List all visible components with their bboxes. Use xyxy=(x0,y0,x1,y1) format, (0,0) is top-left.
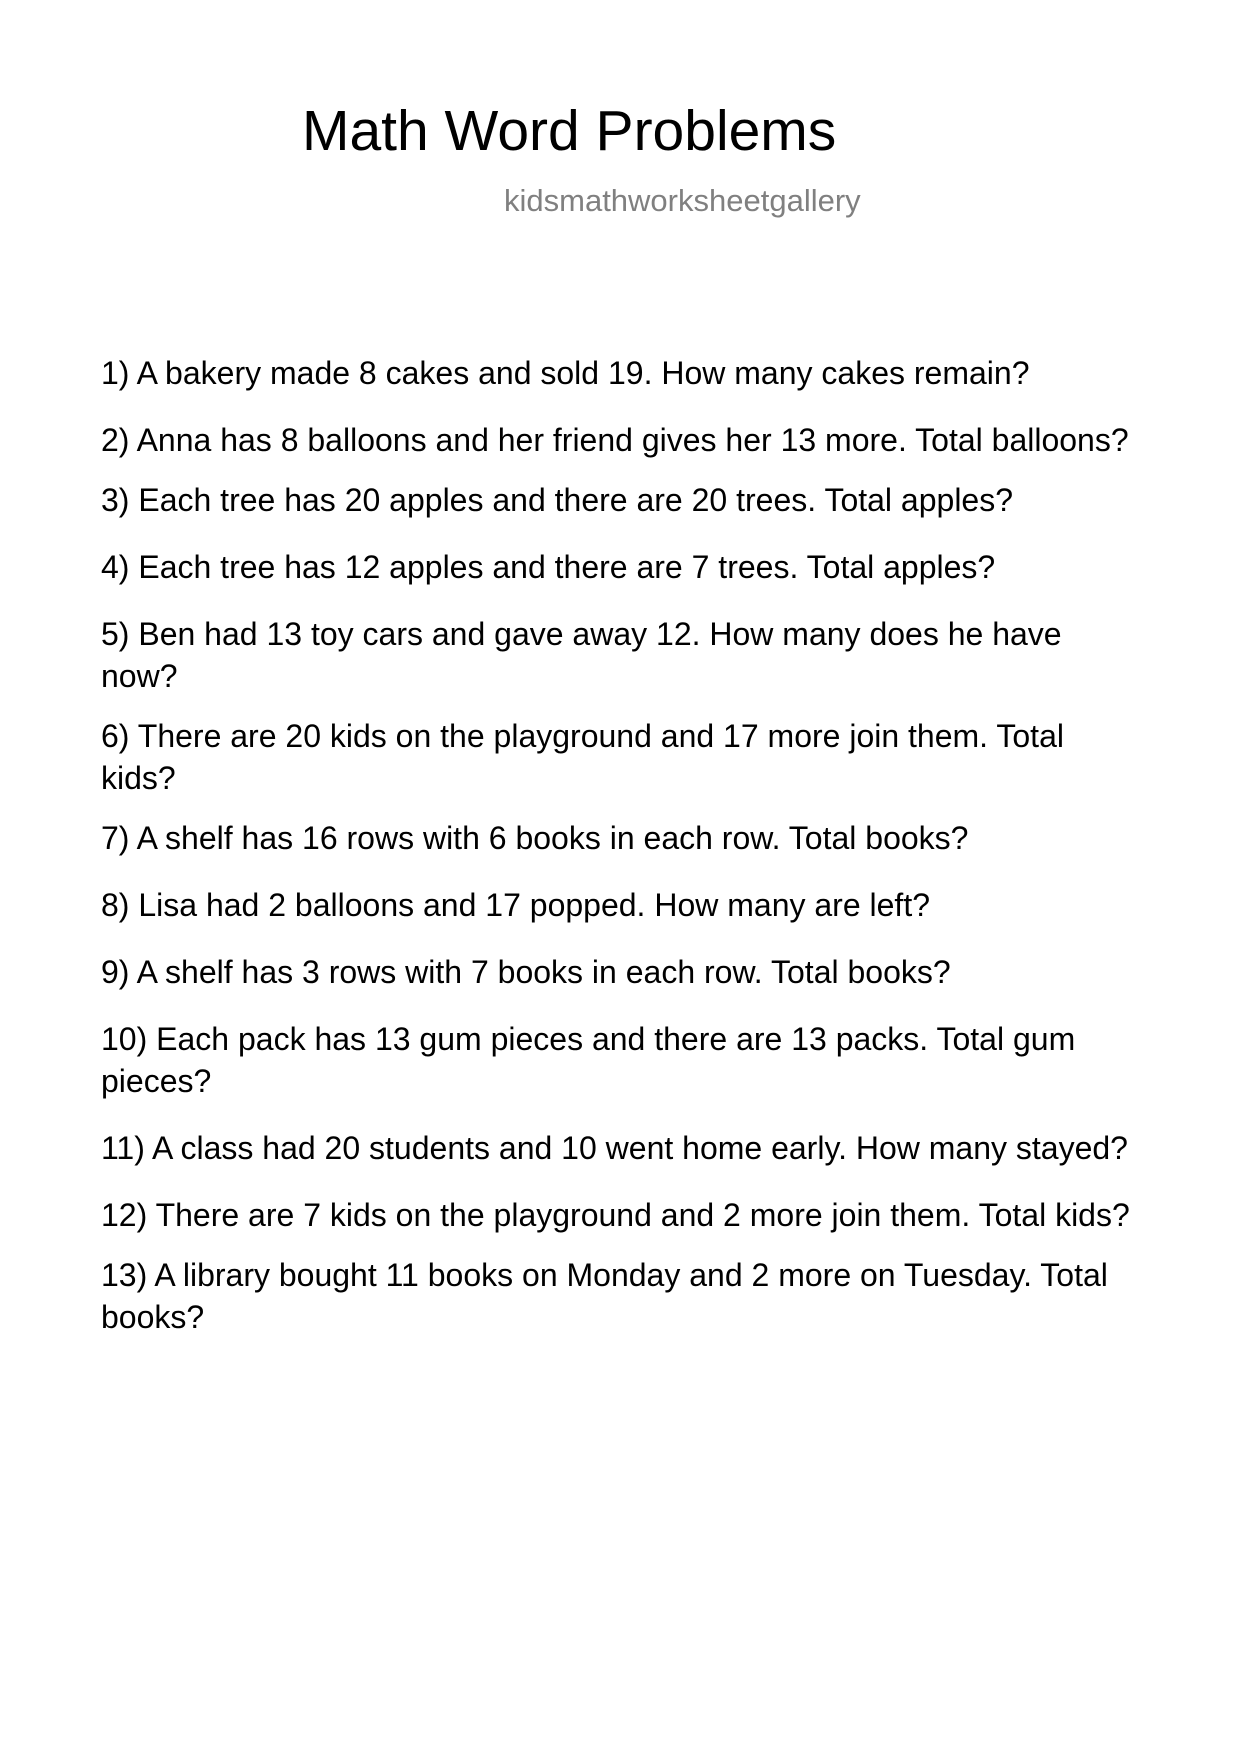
problem-item: 4) Each tree has 12 apples and there are 7 trees. Total apples? xyxy=(101,549,996,585)
problem-item: 11) A class had 20 students and 10 went home early. How many stayed? xyxy=(101,1130,1128,1166)
problem-item: 7) A shelf has 16 rows with 6 books in each row. Total books? xyxy=(101,820,969,856)
problem-item: 1) A bakery made 8 cakes and sold 19. How many cakes remain? xyxy=(101,355,1030,391)
problem-item: 6) There are 20 kids on the playground and 17 more join them. Total kids? xyxy=(101,718,1064,796)
problem-item: 9) A shelf has 3 rows with 7 books in each row. Total books? xyxy=(101,954,951,990)
problem-item: 3) Each tree has 20 apples and there are 20 trees. Total apples? xyxy=(101,482,1014,518)
problem-item: 12) There are 7 kids on the playground and 2 more join them. Total kids? xyxy=(101,1197,1130,1233)
problem-item: 8) Lisa had 2 balloons and 17 popped. How many are left? xyxy=(101,887,930,923)
problem-list xyxy=(101,352,1146,1363)
problem-item: 5) Ben had 13 toy cars and gave away 12. How many does he have now? xyxy=(101,616,1062,694)
page-title: Math Word Problems xyxy=(302,99,837,163)
problem-item: 13) A library bought 11 books on Monday and 2 more on Tuesday. Total books? xyxy=(101,1257,1108,1335)
problem-item: 10) Each pack has 13 gum pieces and there are 13 packs. Total gum pieces? xyxy=(101,1021,1076,1099)
page-subtitle: kidsmathworksheetgallery xyxy=(504,183,861,218)
problem-item: 2) Anna has 8 balloons and her friend gives her 13 more. Total balloons? xyxy=(101,422,1129,458)
